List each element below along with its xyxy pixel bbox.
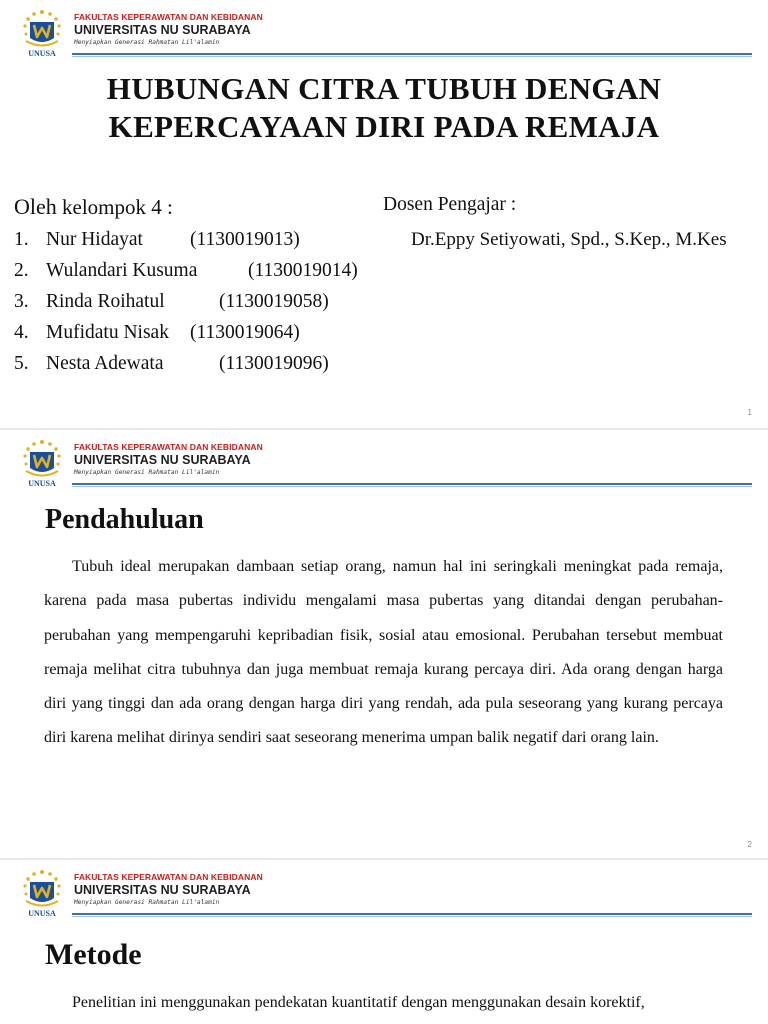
section-heading: Pendahuluan [45, 504, 204, 535]
member-number: 2. [14, 260, 29, 281]
member-item [14, 228, 300, 252]
header-rule [72, 913, 752, 915]
university-name: UNIVERSITAS NU SURABAYA [74, 883, 251, 897]
university-logo-icon [14, 438, 70, 490]
member-id: (1130019096) [219, 353, 329, 374]
lecturer-label: Dosen Pengajar : [383, 194, 517, 215]
section-paragraph: Tubuh ideal merupakan dambaan setiap orang, namun hal ini seringkali meningkat pada remaja, karena pada masa pubertas individu mengalami masa pubertas yang ditandai dengan perubahan-perubahan yang mempengaruhi kepribadian fisik, sosial atau emosional. Perubahan tersebut membuat remaja melihat citra tubuhnya dan juga membuat remaja kurang percaya diri. Ada orang dengan harga diri yang tinggi dan ada orang dengan harga diri yang rendah, ada pula seseorang yang kurang percaya diri karena melihat dirinya sendiri saat seseorang menerima umpan balik negatif dari orang lain. [44, 558, 723, 747]
header-rule [72, 53, 752, 55]
member-id: (1130019013) [190, 229, 300, 250]
member-name: Mufidatu Nisak [46, 322, 169, 343]
slide-1 [0, 0, 768, 428]
member-number: 1. [14, 229, 29, 250]
header-rule-thin [72, 56, 752, 57]
university-motto: Menyiapkan Generasi Rahmatan Lil'alamin [74, 39, 220, 46]
member-item [14, 321, 300, 345]
header-rule [72, 483, 752, 485]
university-motto: Menyiapkan Generasi Rahmatan Lil'alamin [74, 469, 220, 476]
slide-header [14, 438, 756, 498]
svg-text:UNUSA: UNUSA [28, 479, 56, 488]
member-number: 3. [14, 291, 29, 312]
university-logo-icon [14, 8, 70, 60]
university-logo-icon [14, 868, 70, 920]
faculty-name: FAKULTAS KEPERAWATAN DAN KEBIDANAN [74, 872, 263, 882]
section-heading: Metode [45, 938, 142, 971]
slide-3 [0, 860, 768, 1024]
member-item [14, 290, 329, 314]
group-label-kelompok: kelompok 4 : [56, 195, 173, 219]
institution-block [74, 442, 263, 477]
header-rule-thin [72, 486, 752, 487]
member-id: (1130019058) [219, 291, 329, 312]
institution-block [74, 872, 263, 907]
faculty-name: FAKULTAS KEPERAWATAN DAN KEBIDANAN [74, 442, 263, 452]
slide-2 [0, 430, 768, 858]
group-label-oleh: Oleh [14, 194, 57, 219]
page-number: 2 [747, 840, 752, 849]
header-rule-thin [72, 916, 752, 917]
title-line-2: KEPERCAYAAN DIRI PADA REMAJA [108, 109, 660, 144]
slide-header [14, 8, 756, 68]
member-name: Nesta Adewata [46, 353, 164, 374]
section-paragraph: Penelitian ini menggunakan pendekatan kuantitatif dengan menggunakan desain korektif, [72, 994, 645, 1011]
svg-text:UNUSA: UNUSA [28, 909, 56, 918]
page-number: 1 [747, 408, 752, 417]
lecturer-name: Dr.Eppy Setiyowati, Spd., S.Kep., M.Kes [411, 229, 727, 250]
member-number: 5. [14, 353, 29, 374]
member-id: (1130019064) [190, 322, 300, 343]
member-id: (1130019014) [248, 260, 358, 281]
faculty-name: FAKULTAS KEPERAWATAN DAN KEBIDANAN [74, 12, 263, 22]
group-label [14, 194, 173, 220]
member-name: Rinda Roihatul [46, 291, 165, 312]
member-item [14, 352, 329, 376]
institution-block [74, 12, 263, 47]
member-item [14, 259, 358, 283]
slide-header [14, 868, 756, 928]
member-name: Nur Hidayat [46, 229, 143, 250]
member-name: Wulandari Kusuma [46, 260, 198, 281]
svg-text:UNUSA: UNUSA [28, 49, 56, 58]
university-name: UNIVERSITAS NU SURABAYA [74, 23, 251, 37]
presentation-title [20, 70, 748, 146]
university-motto: Menyiapkan Generasi Rahmatan Lil'alamin [74, 899, 220, 906]
member-number: 4. [14, 322, 29, 343]
university-name: UNIVERSITAS NU SURABAYA [74, 453, 251, 467]
title-line-1: HUBUNGAN CITRA TUBUH DENGAN [106, 71, 662, 106]
